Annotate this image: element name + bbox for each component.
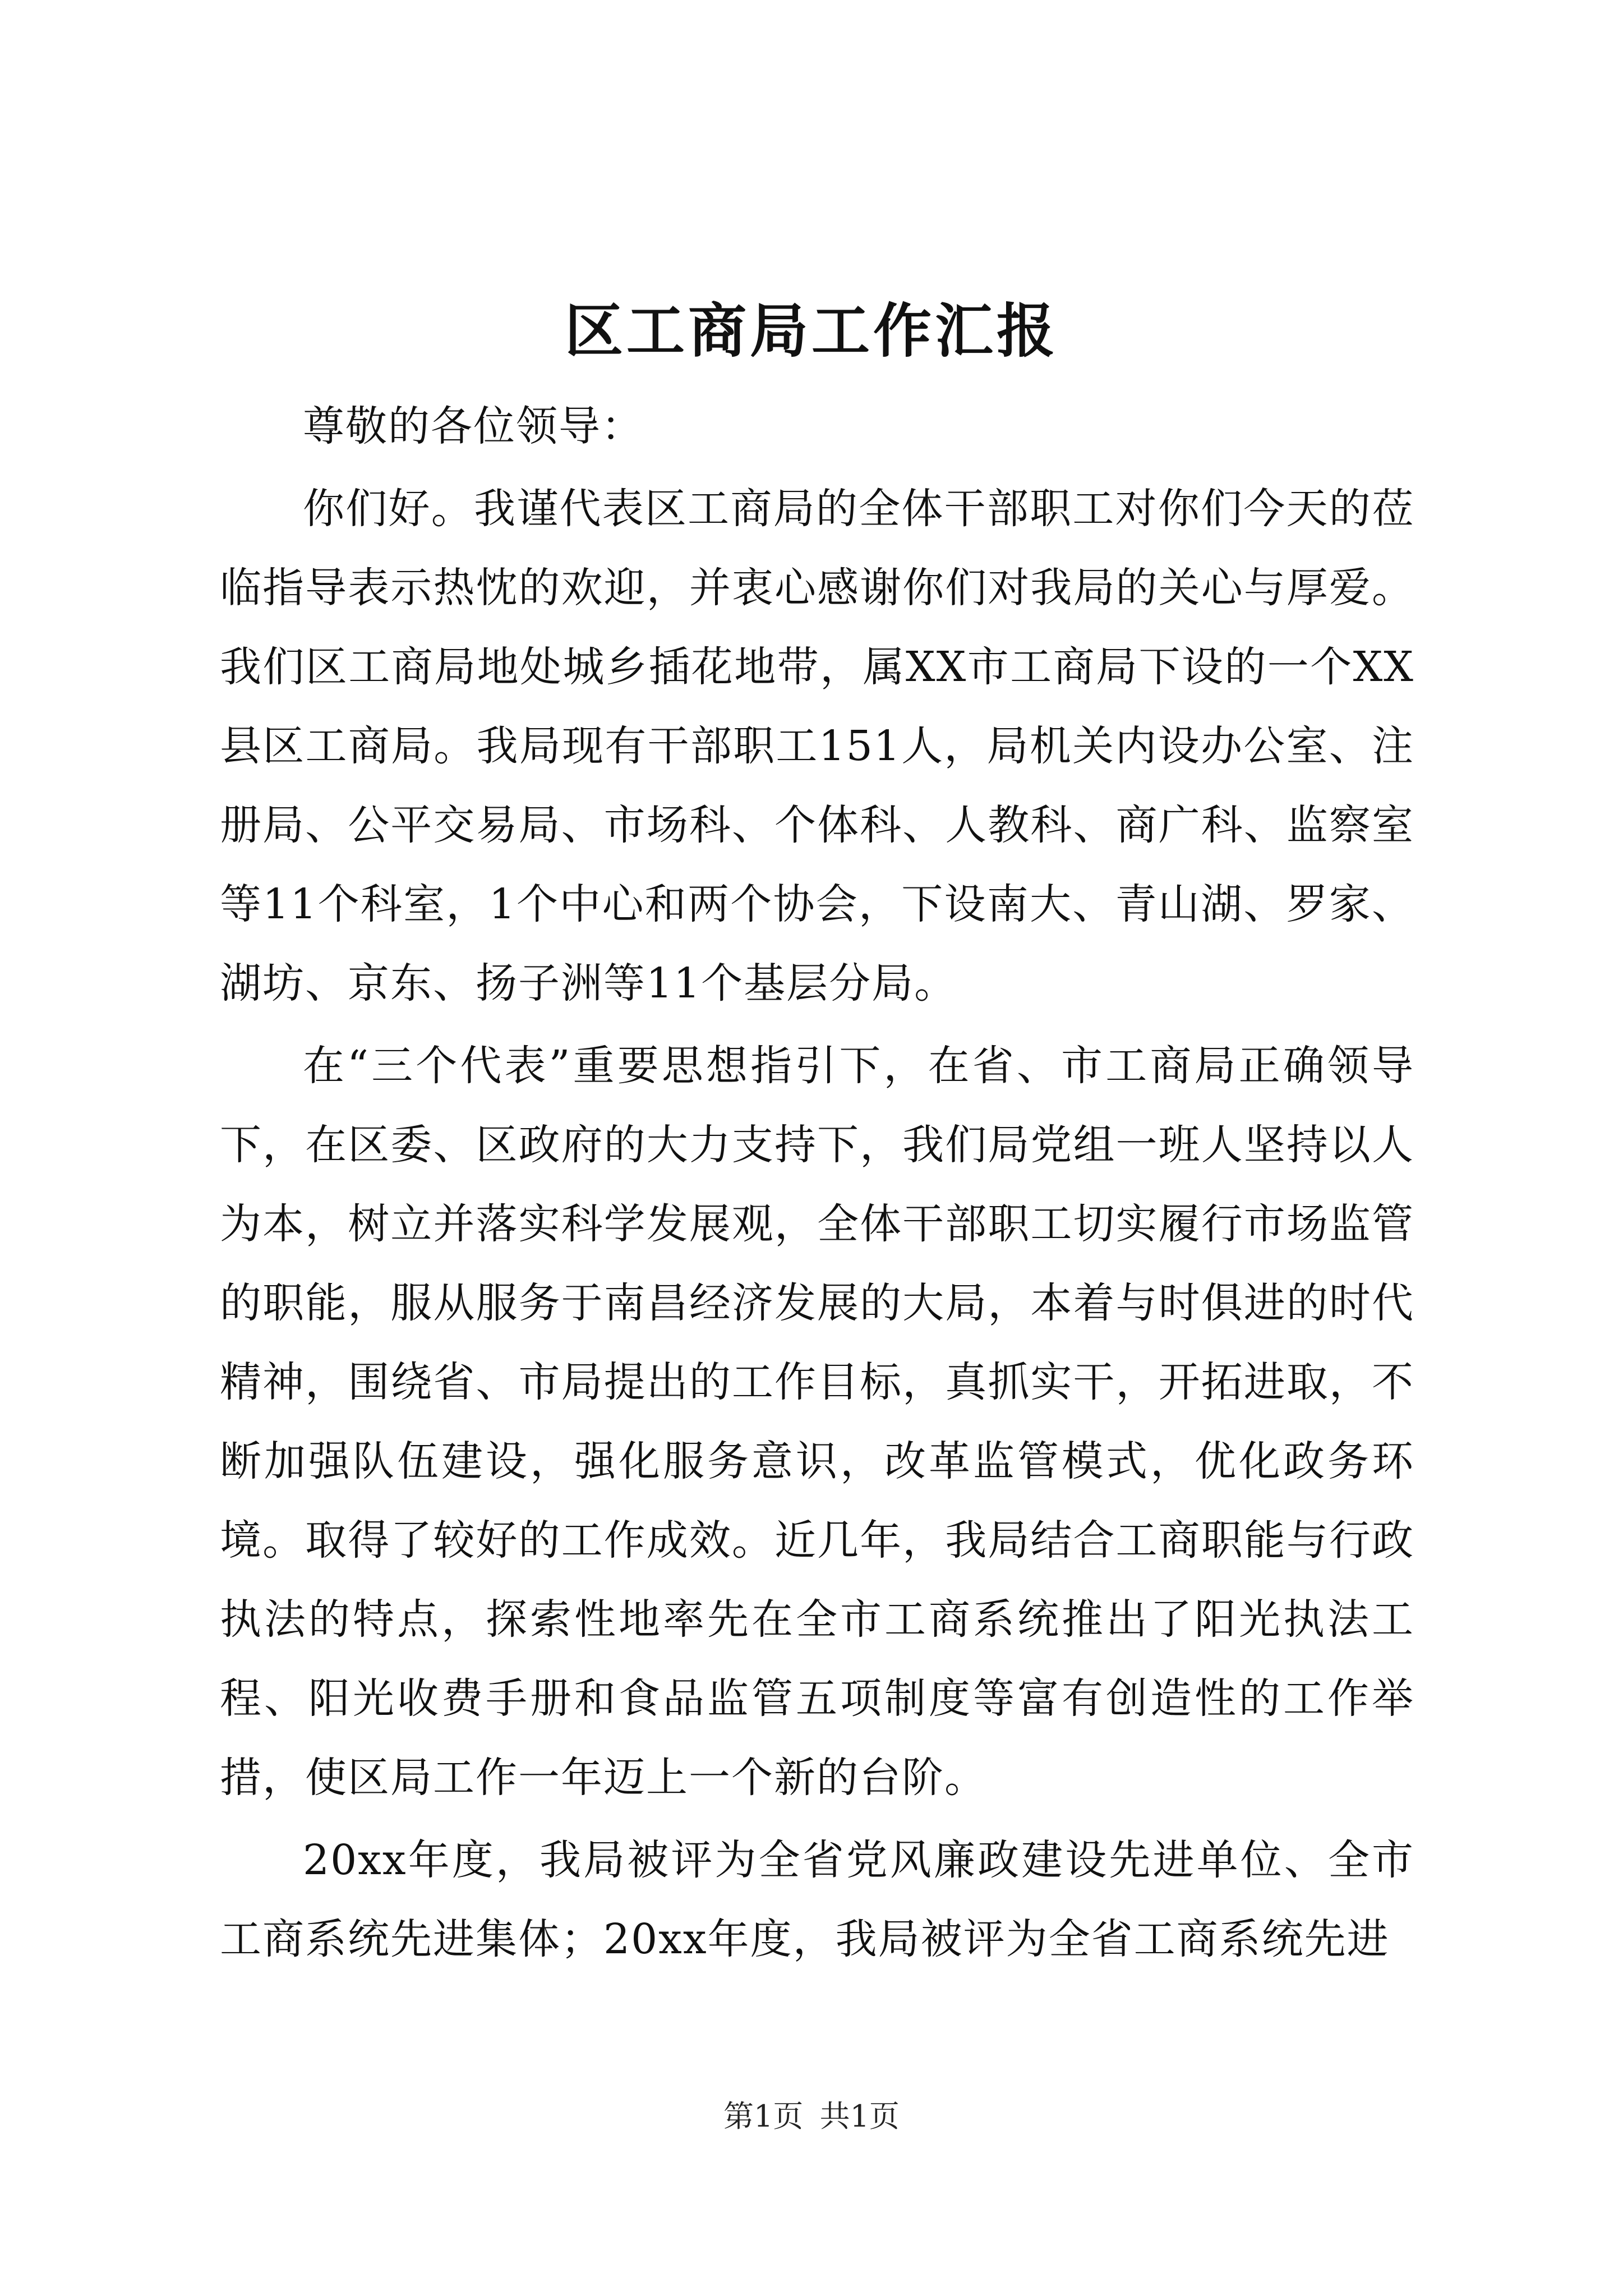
salutation-paragraph: 尊敬的各位领导： bbox=[303, 402, 644, 450]
page-total: 共1页 bbox=[819, 2099, 900, 2134]
document-body bbox=[220, 387, 1414, 1982]
document-title: 区工商局工作汇报 bbox=[564, 296, 1058, 365]
awards-paragraph: 20xx年度，我局被评为全省党风廉政建设先进单位、全市工商系统先进集体；20xx年度，我局被评为全省工商系统先进 bbox=[220, 1836, 1414, 1963]
page-footer bbox=[0, 2097, 1623, 2136]
achievements-paragraph: 在“三个代表”重要思想指引下，在省、市工商局正确领导下，在区委、区政府的大力支持下，我们局党组一班人坚持以人为本，树立并落实科学发展观，全体干部职工切实履行市场监管的职能，服从服务于南昌经济发展的大局，本着与时俱进的时代精神，围绕省、市局提出的工作目标，真抓实干，开拓进取，不断加强队伍建设，强化服务意识，改革监管模式，优化政务环境。取得了较好的工作成效。近几年，我局结合工商职能与行政执法的特点，探索性地率先在全市工商系统推出了阳光执法工程、阳光收费手册和食品监管五项制度等富有创造性的工作举措，使区局工作一年迈上一个新的台阶。 bbox=[220, 1042, 1414, 1802]
introduction-paragraph: 你们好。我谨代表区工商局的全体干部职工对你们今天的莅临指导表示热忱的欢迎，并衷心感谢你们对我局的关心与厚爱。我们区工商局地处城乡插花地带，属XX市工商局下设的一个XX县区工商局。我局现有干部职工151人，局机关内设办公室、注册局、公平交易局、市场科、个体科、人教科、商广科、监察室等11个科室，1个中心和两个协会，下设南大、青山湖、罗家、湖坊、京东、扬子洲等11个基层分局。 bbox=[220, 485, 1414, 1007]
page-number: 第1页 bbox=[723, 2099, 804, 2134]
